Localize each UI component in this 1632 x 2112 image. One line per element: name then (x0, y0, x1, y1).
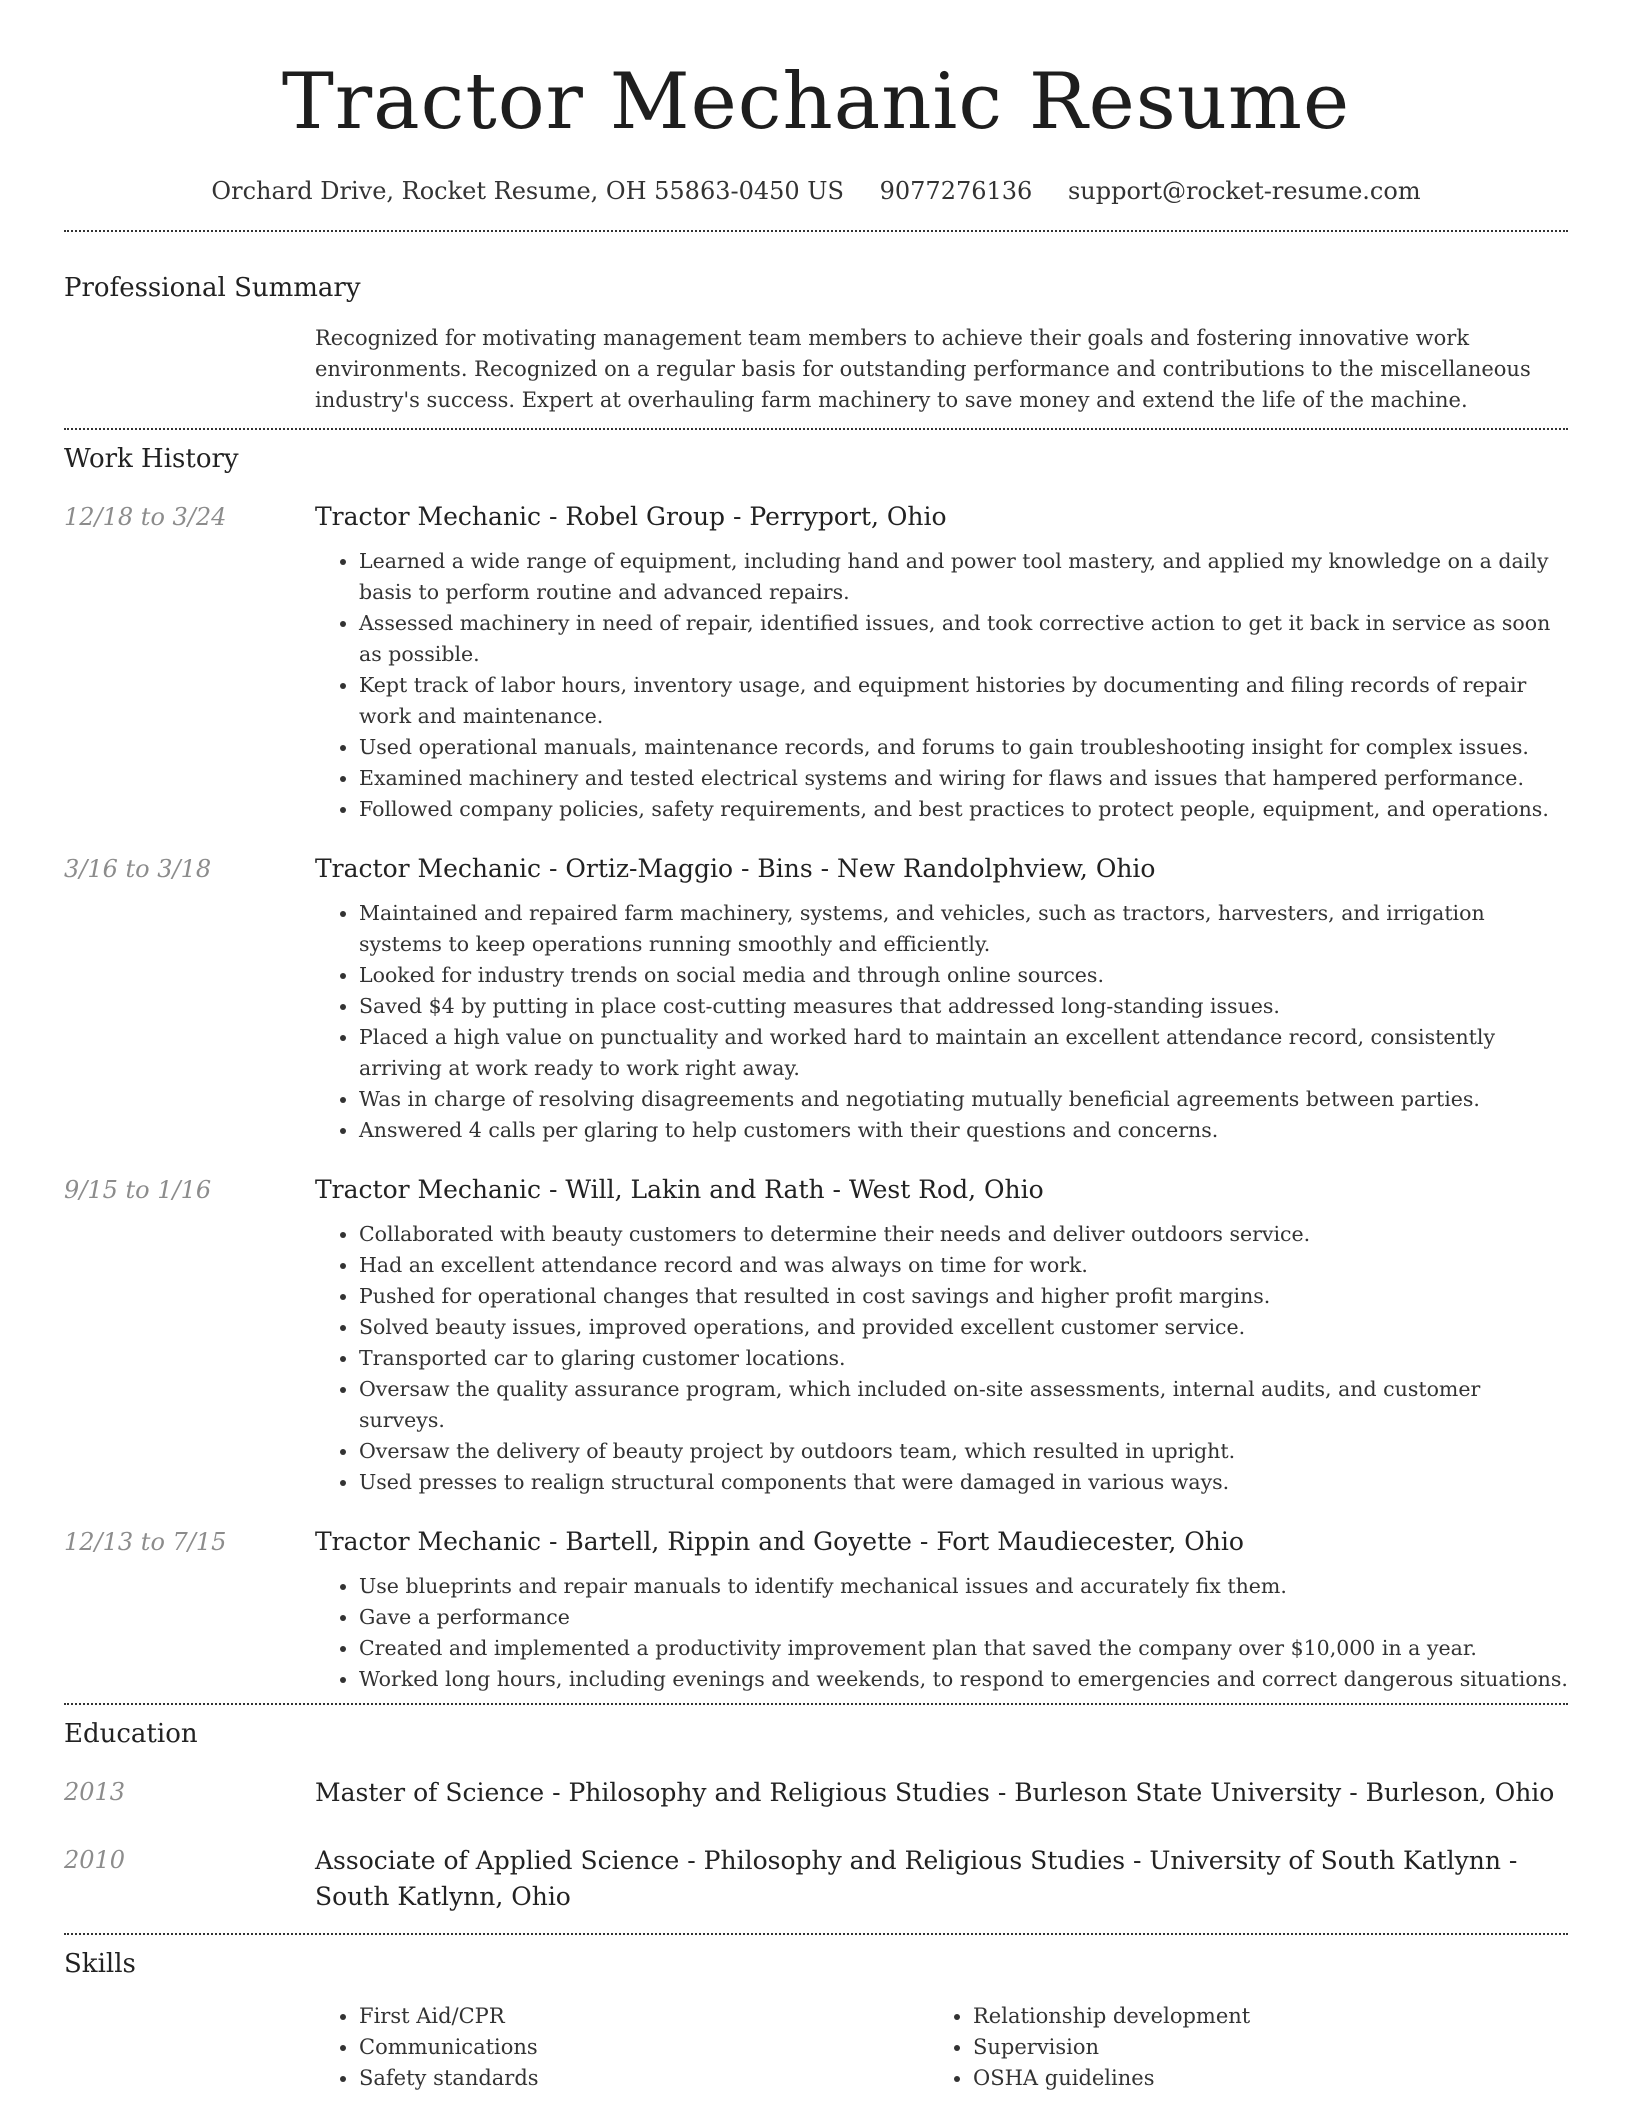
list-item: • Worked long hours, including evenings and weekends, to respond to emergencies and correct dangerous situations. (359, 1664, 1568, 1695)
job-bullets (315, 898, 1568, 1146)
skill-item: • Relationship development (973, 2001, 1543, 2032)
job-date: 9/15 to 1/16 (64, 1176, 212, 1204)
education-date: 2010 (64, 1846, 126, 1874)
skills-column-left (315, 2001, 929, 2094)
list-item: • Placed a high value on punctuality and worked hard to maintain an excellent attendance record, consistently arriving at work ready to work right away. (359, 1022, 1568, 1084)
job-entry (64, 1525, 1568, 1695)
list-item: • Gave a performance (359, 1602, 1568, 1633)
list-item: • Kept track of labor hours, inventory usage, and equipment histories by documenting and filing records of repair work and maintenance. (359, 670, 1568, 732)
skill-item: • Safety standards (359, 2063, 929, 2094)
job-bullets (315, 1219, 1568, 1498)
list-item: • Followed company policies, safety requirements, and best practices to protect people, equipment, and operations. (359, 794, 1568, 825)
contact-line (64, 174, 1568, 208)
summary-text: Recognized for motivating management team members to achieve their goals and fostering innovative work environments. Recognized on a regular basis for outstanding performance and contributions to the miscellaneous industry's success. Expert at overhauling farm machinery to save money and extend the life of the machine. (315, 326, 1531, 412)
skill-item: • First Aid/CPR (359, 2001, 929, 2032)
job-date: 3/16 to 3/18 (64, 855, 212, 883)
list-item: • Oversaw the delivery of beauty project by outdoors team, which resulted in upright. (359, 1436, 1568, 1467)
divider (64, 1933, 1568, 1935)
education-heading: Education (64, 1719, 198, 1749)
resume-title: Tractor Mechanic Resume (281, 57, 1351, 147)
job-title: Tractor Mechanic - Robel Group - Perryport, Ohio (315, 502, 947, 531)
job-entry (64, 1173, 1568, 1498)
skills-heading: Skills (64, 1949, 136, 1979)
skill-item: • Supervision (973, 2032, 1543, 2063)
list-item: • Maintained and repaired farm machinery, systems, and vehicles, such as tractors, harvesters, and irrigation systems to keep operations running smoothly and efficiently. (359, 898, 1568, 960)
list-item: • Created and implemented a productivity improvement plan that saved the company over $10,000 in a year. (359, 1633, 1568, 1664)
skill-item: • Communications (359, 2032, 929, 2063)
job-title: Tractor Mechanic - Will, Lakin and Rath - West Rod, Ohio (315, 1175, 1044, 1204)
job-entry (64, 500, 1568, 825)
job-title: Tractor Mechanic - Ortiz-Maggio - Bins - New Randolphview, Ohio (315, 854, 1156, 883)
divider (64, 230, 1568, 232)
job-date: 12/18 to 3/24 (64, 503, 227, 531)
job-bullets (315, 1571, 1568, 1695)
contact-email[interactable]: support@rocket-resume.com (1067, 177, 1421, 205)
list-item: • Oversaw the quality assurance program, which included on-site assessments, internal audits, and customer surveys. (359, 1374, 1568, 1436)
list-item: • Collaborated with beauty customers to determine their needs and deliver outdoors service. (359, 1219, 1568, 1250)
contact-phone: 9077276136 (879, 177, 1033, 205)
education-entry (64, 1843, 1568, 1915)
job-entry (64, 852, 1568, 1146)
skill-item: • OSHA guidelines (973, 2063, 1543, 2094)
work-history-heading: Work History (64, 444, 239, 474)
job-date: 12/13 to 7/15 (64, 1528, 227, 1556)
list-item: • Answered 4 calls per glaring to help customers with their questions and concerns. (359, 1115, 1568, 1146)
list-item: • Had an excellent attendance record and was always on time for work. (359, 1250, 1568, 1281)
education-entry (64, 1775, 1568, 1811)
list-item: • Examined machinery and tested electrical systems and wiring for flaws and issues that hampered performance. (359, 763, 1568, 794)
divider (64, 1703, 1568, 1705)
list-item: • Learned a wide range of equipment, including hand and power tool mastery, and applied my knowledge on a daily basis to perform routine and advanced repairs. (359, 546, 1568, 608)
list-item: • Pushed for operational changes that resulted in cost savings and higher profit margins. (359, 1281, 1568, 1312)
list-item: • Used presses to realign structural components that were damaged in various ways. (359, 1467, 1568, 1498)
skills-list (315, 2001, 1568, 2094)
education-date: 2013 (64, 1778, 126, 1806)
list-item: • Looked for industry trends on social media and through online sources. (359, 960, 1568, 991)
education-title: Master of Science - Philosophy and Religious Studies - Burleson State University - Burleson, Ohio (315, 1778, 1555, 1807)
job-title: Tractor Mechanic - Bartell, Rippin and Goyette - Fort Maudiecester, Ohio (315, 1527, 1244, 1556)
summary-heading: Professional Summary (64, 273, 361, 303)
list-item: • Used operational manuals, maintenance records, and forums to gain troubleshooting insight for complex issues. (359, 732, 1568, 763)
contact-address: Orchard Drive, Rocket Resume, OH 55863-0450 US (211, 177, 844, 205)
list-item: • Was in charge of resolving disagreements and negotiating mutually beneficial agreements between parties. (359, 1084, 1568, 1115)
education-title: Associate of Applied Science - Philosophy and Religious Studies - University of South Katlynn - South Katlynn, Ohio (315, 1846, 1518, 1911)
list-item: • Saved $4 by putting in place cost-cutting measures that addressed long-standing issues. (359, 991, 1568, 1022)
list-item: • Solved beauty issues, improved operations, and provided excellent customer service. (359, 1312, 1568, 1343)
divider (64, 428, 1568, 430)
list-item: • Use blueprints and repair manuals to identify mechanical issues and accurately fix them. (359, 1571, 1568, 1602)
list-item: • Transported car to glaring customer locations. (359, 1343, 1568, 1374)
list-item: • Assessed machinery in need of repair, identified issues, and took corrective action to get it back in service as soon as possible. (359, 608, 1568, 670)
skills-column-right (929, 2001, 1543, 2094)
job-bullets (315, 546, 1568, 825)
